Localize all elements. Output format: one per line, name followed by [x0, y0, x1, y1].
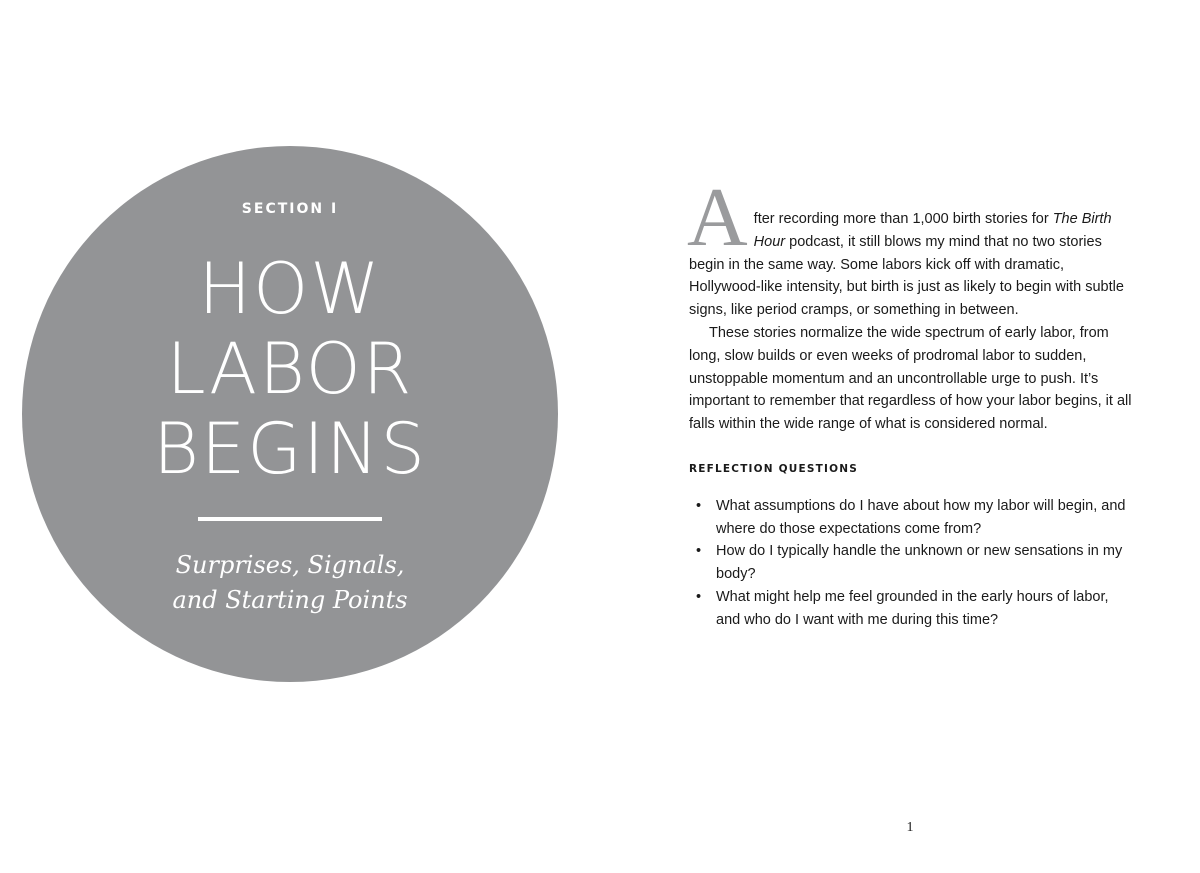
page-number: 1 — [906, 820, 914, 835]
bullet-icon: • — [696, 497, 702, 514]
intro-paragraph — [687, 171, 1134, 322]
section-title-line: BEGINS — [153, 408, 427, 490]
title-divider — [198, 517, 382, 521]
list-item — [689, 495, 1134, 541]
question-text: What assumptions do I have about how my labor will begin, and where do those expectations come from? — [716, 497, 1126, 537]
question-text: What might help me feel grounded in the early hours of labor, and who do I want with me during this time? — [716, 588, 1109, 628]
bullet-icon: • — [696, 588, 702, 605]
section-label: SECTION I — [241, 201, 339, 217]
section-title-line: LABOR — [166, 328, 414, 410]
section-subtitle — [22, 548, 558, 618]
intro-text — [687, 171, 1134, 322]
reflection-questions-list — [689, 495, 1134, 632]
subtitle-line: Surprises, Signals, — [175, 551, 405, 579]
podcast-title: The Birth Hour — [753, 211, 1112, 250]
section-title-circle — [22, 146, 558, 682]
bullet-icon: • — [696, 543, 702, 560]
intro-rest: podcast, it still blows my mind that no two stories begin in the same way. Some labors kick off with dramatic, Hollywood-like intensity, but birth is just as likely to begin with subtle signs, like period cramps, or something in between. — [689, 233, 1124, 319]
section-title — [22, 249, 558, 489]
body-text-column — [687, 171, 1134, 632]
list-item — [689, 586, 1134, 632]
second-paragraph: These stories normalize the wide spectrum of early labor, from long, slow builds or even weeks of prodromal labor to sudden, unstoppable momentum and an uncontrollable urge to push. It’s important to remember that regardless of how your labor begins, it all falls within the wide range of what is considered normal. — [689, 324, 1132, 433]
drop-cap: A — [687, 171, 748, 264]
subtitle-line: and Starting Points — [172, 586, 408, 614]
list-item — [689, 540, 1134, 586]
question-text: How do I typically handle the unknown or new sensations in my body? — [716, 543, 1123, 583]
intro-lead: fter recording more than 1,000 birth stories for — [753, 211, 1053, 227]
reflection-heading: REFLECTION QUESTIONS — [689, 462, 858, 475]
section-title-line: HOW — [198, 248, 382, 330]
